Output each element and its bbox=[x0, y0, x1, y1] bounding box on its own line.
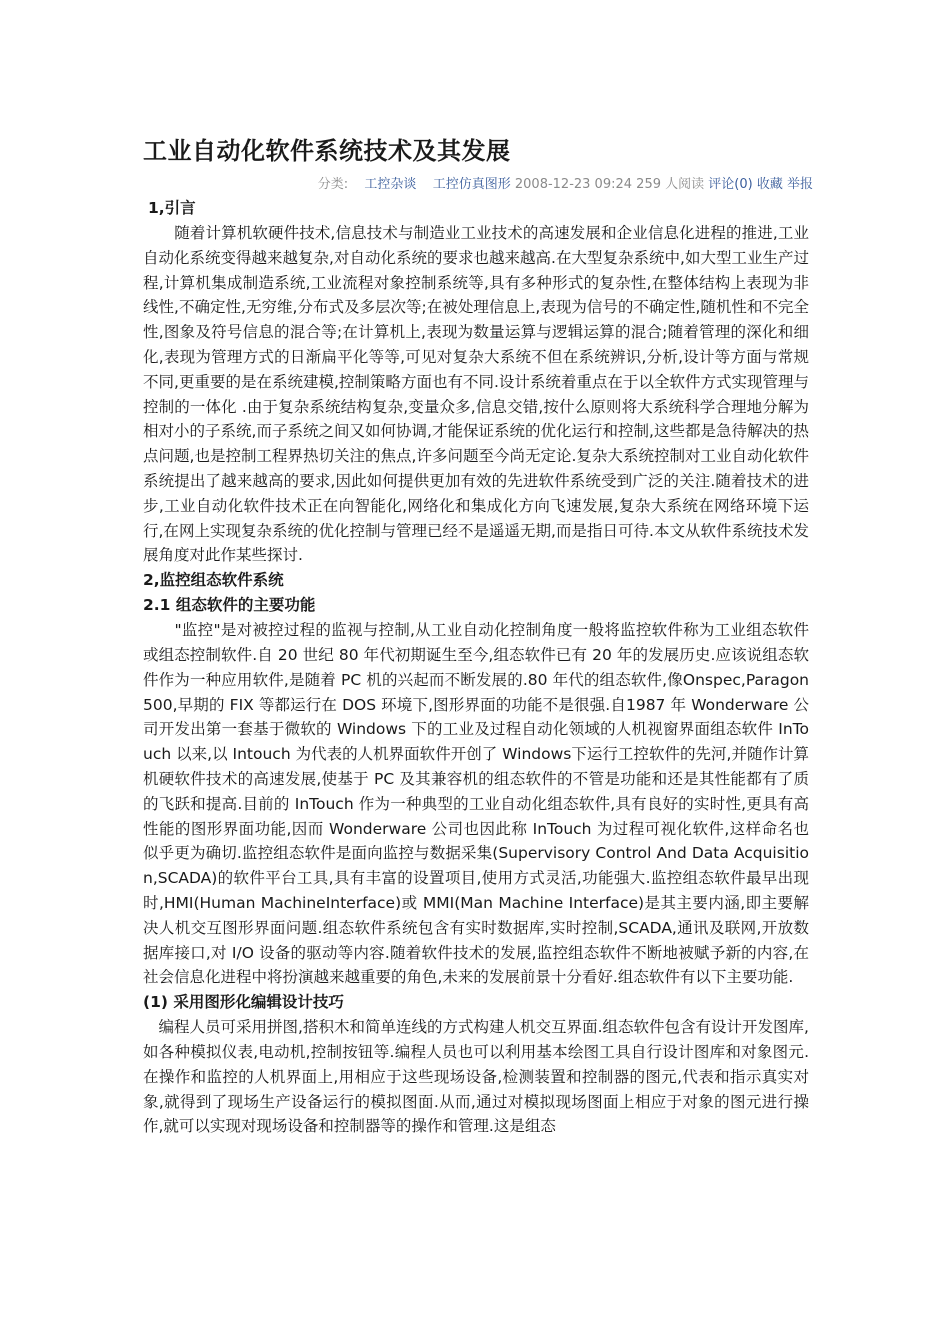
report-link[interactable]: 举报 bbox=[786, 177, 813, 192]
section-main-functions bbox=[143, 593, 809, 990]
post-datetime: 2008-12-23 09:24 bbox=[514, 177, 633, 192]
read-count: 259 人阅读 bbox=[636, 177, 705, 192]
section-intro bbox=[143, 196, 809, 568]
comment-link[interactable]: 评论(0) bbox=[708, 177, 753, 192]
section-paragraph: 随着计算机软硬件技术,信息技术与制造业工业技术的高速发展和企业信息化进程的推进,工业自动化系统变得越来越复杂,对自动化系统的要求也越来越高.在大型复杂系统中,如大型工业生产过程,计算机集成制造系统,工业流程对象控制系统等,具有多种形式的复杂性,在整体结构上表现为非线性,不确定性,无穷维,分布式及多层次等;在被处理信息上,表现为信号的不确定性,随机性和不完全性,图象及符号信息的混合等;在计算机上,表现为数量运算与逻辑运算的混合;随着管理的深化和细化,表现为管理方式的日渐扁平化等等,可见对复杂大系统不但在系统辨识,分析,设计等方面与常规不同,更重要的是在系统建模,控制策略方面也有不同.设计系统着重点在于以全软件方式实现管理与控制的一体化 .由于复杂系统结构复杂,变量众多,信息交错,按什么原则将大系统科学合理地分解为相对小的子系统,而子系统之间又如何协调,才能保证系统的优化运行和控制,这些都是急待解决的热点问题,也是控制工程界热切关注的焦点,许多问题至今尚无定论.复杂大系统控制对工业自动化软件系统提出了越来越高的要求,因此如何提供更加有效的先进软件系统受到广泛的关注.随着技术的进步,工业自动化软件技术正在向智能化,网络化和集成化方向飞速发展,复杂大系统在网络环境下运行,在网上实现复杂系统的优化控制与管理已经不是遥遥无期,而是指日可待.本文从软件系统技术发展角度对此作某些探讨. bbox=[143, 224, 809, 565]
section-paragraph: "监控"是对被控过程的监视与控制,从工业自动化控制角度一般将监控软件称为工业组态软件或组态控制软件.自 20 世纪 80 年代初期诞生至今,组态软件已有 20 年的发展历史.应该说组态软件作为一种应用软件,是随着 PC 机的兴起而不断发展的.80 年代的组态软件,像Onspec,Paragon 500,早期的 FIX 等都运行在 DOS 环境下,图形界面的功能不是很强.自1987 年 Wonderware 公司开发出第一套基于微软的 Windows 下的工业及过程自动化领域的人机视窗界面组态软件 InTouch 以来,以 Intouch 为代表的人机界面软件开创了 Windows下运行工控软件的先河,并随作计算机硬软件技术的高速发展,使基于 PC 及其兼容机的组态软件的不管是功能和还是其性能都有了质的飞跃和提高.目前的 InTouch 作为一种典型的工业自动化组态软件,具有良好的实时性,更具有高性能的图形界面功能,因而 Wonderware 公司也因此称 InTouch 为过程可视化软件,这样命名也似乎更为确切.监控组态软件是面向监控与数据采集(Supervisory Control And Data Acquisition,SCADA)的软件平台工具,具有丰富的设置项目,使用方式灵活,功能强大.监控组态软件最早出现时,HMI(Human MachineInterface)或 MMI(Man Machine Interface)是其主要内涵,即主要解决人机交互图形界面问题.组态软件系统包含有实时数据库,实时控制,SCADA,通讯及联网,开放数据库接口,对 I/O 设备的驱动等内容.随着软件技术的发展,监控组态软件不断地被赋予新的内容,在社会信息化进程中将扮演越来越重要的角色,未来的发展前景十分看好.组态软件有以下主要功能. bbox=[143, 621, 809, 987]
section-heading: 2,监控组态软件系统 bbox=[143, 571, 284, 590]
article-meta bbox=[143, 174, 813, 196]
favorite-link[interactable]: 收藏 bbox=[756, 177, 783, 192]
category-label: 分类: bbox=[317, 177, 349, 192]
section-heading: 2.1 组态软件的主要功能 bbox=[143, 596, 316, 615]
category-link-1[interactable]: 工控杂谈 bbox=[364, 177, 417, 192]
section-heading: (1) 采用图形化编辑设计技巧 bbox=[143, 993, 344, 1012]
document-page bbox=[143, 134, 813, 1139]
category-link-2[interactable]: 工控仿真图形 bbox=[432, 177, 511, 192]
section-paragraph: 编程人员可采用拼图,搭积木和简单连线的方式构建人机交互界面.组态软件包含有设计开发图库,如各种模拟仪表,电动机,控制按钮等.编程人员也可以利用基本绘图工具自行设计图库和对象图元.在操作和监控的人机界面上,用相应于这些现场设备,检测装置和控制器的图元,代表和指示真实对象,就得到了现场生产设备运行的模拟图面.从而,通过对模拟现场图面上相应于对象的图元进行操作,就可以实现对现场设备和控制器等的操作和管理.这是组态 bbox=[143, 1018, 809, 1136]
section-monitoring bbox=[143, 568, 809, 593]
article-title: 工业自动化软件系统技术及其发展 bbox=[143, 137, 511, 165]
section-heading: 1,引言 bbox=[148, 199, 196, 217]
section-graphic-editing bbox=[143, 990, 809, 1139]
